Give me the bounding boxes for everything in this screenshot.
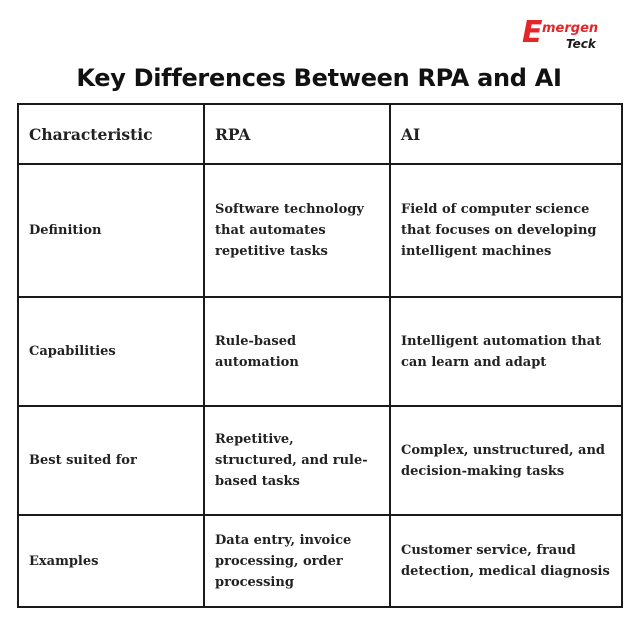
header-ai: AI [390,104,622,164]
emergen-teck-logo [522,15,606,58]
cell-characteristic: Capabilities [18,297,204,406]
header-rpa: RPA [204,104,390,164]
cell-rpa: Rule-based automation [204,297,390,406]
page-title: Key Differences Between RPA and AI [76,64,562,92]
cell-ai: Field of computer science that focuses on developing intelligent machines [390,164,622,297]
header-characteristic: Characteristic [18,104,204,164]
logo-text-bottom: Teck [566,37,596,51]
comparison-table [17,103,623,608]
cell-rpa: Software technology that automates repetitive tasks [204,164,390,297]
cell-characteristic: Examples [18,515,204,607]
cell-rpa: Data entry, invoice processing, order processing [204,515,390,607]
table-row [18,164,622,297]
cell-rpa: Repetitive, structured, and rule-based tasks [204,406,390,515]
table-row [18,297,622,406]
table-row [18,515,622,607]
cell-ai: Customer service, fraud detection, medical diagnosis [390,515,622,607]
table-row [18,406,622,515]
table-header-row [18,104,622,164]
cell-characteristic: Definition [18,164,204,297]
cell-characteristic: Best suited for [18,406,204,515]
cell-ai: Complex, unstructured, and decision-making tasks [390,406,622,515]
logo-letter: E [522,15,543,50]
logo-text-top: mergen [542,21,599,36]
cell-ai: Intelligent automation that can learn and adapt [390,297,622,406]
